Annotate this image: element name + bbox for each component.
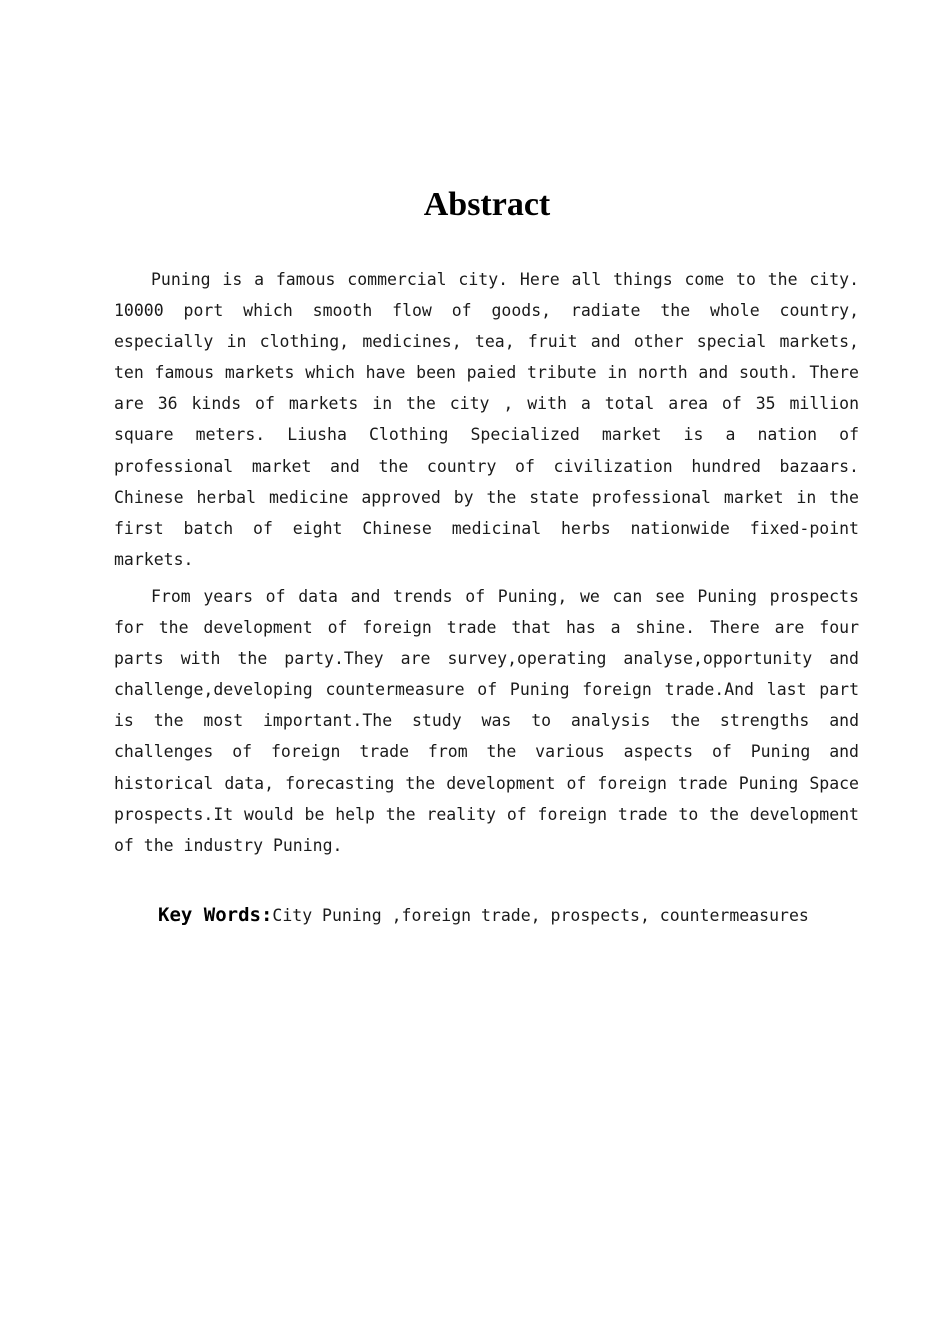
abstract-paragraph-2: From years of data and trends of Puning, we can see Puning prospects for the development of foreign trade that has a shine. There are four parts with the party.They are survey,operating analyse,opportunity and challenge,developing countermeasure of Puning foreign trade.And last part is the most important.The study was to analysis the strengths and challenges of foreign trade from the various aspects of Puning and historical data, forecasting the development of foreign trade Puning Space prospects.It would be help the reality of foreign trade to the development of the industry Puning. <box>114 587 859 855</box>
keywords-value: City Puning ,foreign trade, prospects, countermeasures <box>272 906 809 925</box>
page-title: Abstract <box>423 186 551 223</box>
keywords-line <box>158 900 878 931</box>
abstract-paragraph-1: Puning is a famous commercial city. Here all things come to the city. 10000 port which smooth flow of goods, radiate the whole country, especially in clothing, medicines, tea, fruit and other special markets, ten famous markets which have been paied tribute in north and south. There are 36 kinds of markets in the city , with a total area of 35 million square meters. Liusha Clothing Specialized market is a nation of professional market and the country of civilization hundred bazaars. Chinese herbal medicine approved by the state professional market in the first batch of eight Chinese medicinal herbs nationwide fixed-point markets. <box>114 270 859 569</box>
keywords-label: Key Words: <box>158 904 273 926</box>
